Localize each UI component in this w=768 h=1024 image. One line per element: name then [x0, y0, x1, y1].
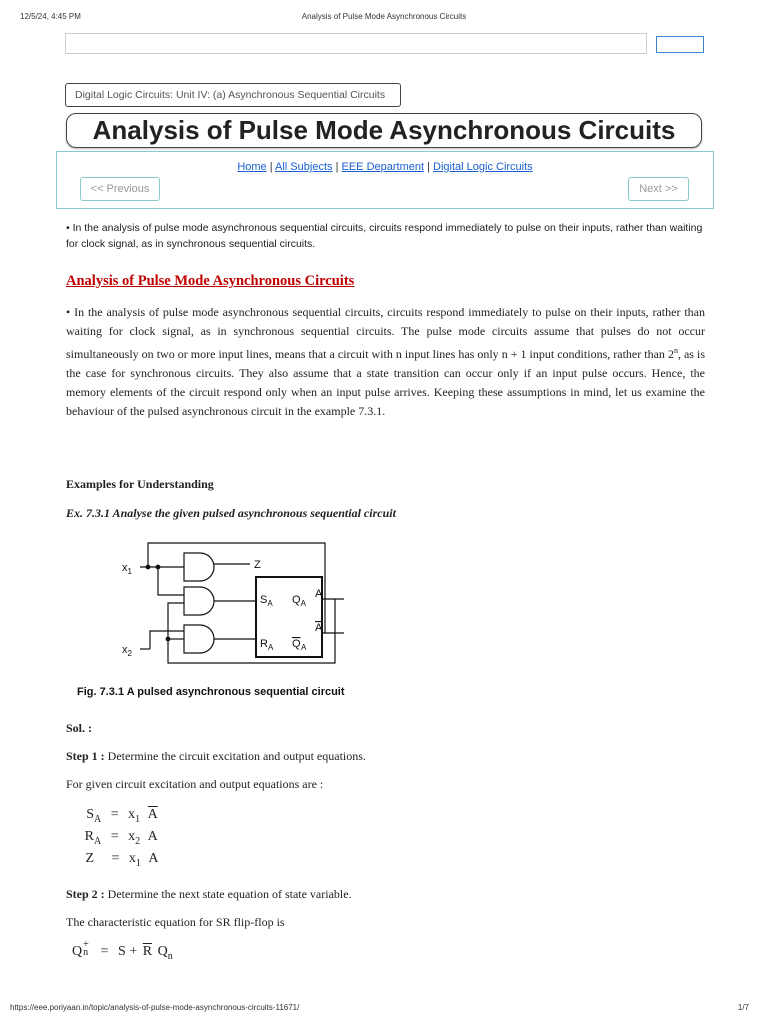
nav-separator: | — [424, 161, 434, 173]
eq-a-bar: $\overline{A}$ — [147, 807, 158, 822]
x2-label: x — [122, 644, 128, 656]
para-text-a: • In the analysis of pulse mode asynchronous sequential circuits, circuits respond immediately to pulse on their inputs, rather than waiting for clock signal, as in synchronous sequential circuits. The pulse mode circuits assume that pulses do not occur simultaneously on two or more input lines, means that a circuit with n input lines has only n + 1 input conditions, rather than 2 — [66, 305, 705, 361]
svg-text:x1 — [122, 562, 133, 576]
para-superscript: n — [673, 346, 678, 355]
breadcrumb[interactable]: Digital Logic Circuits: Unit IV: (a) Asynchronous Sequential Circuits — [65, 83, 401, 107]
svg-text:QA — [292, 594, 307, 608]
eq-x-sub: 1 — [135, 857, 141, 869]
eq-lhs: S — [86, 807, 94, 822]
output-a-label: A — [315, 588, 323, 600]
char-q: Q — [72, 944, 83, 959]
char-eq-intro: The characteristic equation for SR flip-flop is — [66, 915, 285, 929]
step1-label: Step 1 : — [66, 749, 105, 763]
svg-text:Q — [292, 638, 301, 650]
z-label: Z — [254, 559, 261, 571]
print-title: Analysis of Pulse Mode Asynchronous Circuits — [301, 12, 467, 21]
sa-subscript: A — [267, 599, 273, 608]
equation-ra — [76, 829, 158, 847]
char-s: S + — [118, 944, 138, 959]
footer-page-number: 1/7 — [737, 1003, 749, 1012]
ra-subscript: A — [267, 643, 274, 652]
svg-text:SA — [260, 594, 273, 608]
step1-text: Determine the circuit excitation and output equations. — [104, 749, 366, 763]
eq-x: x — [128, 851, 136, 866]
step1-line — [66, 749, 366, 764]
equation-sa — [76, 807, 158, 825]
characteristic-equation — [72, 939, 173, 962]
eq-lhs: R — [84, 829, 94, 844]
examples-heading: Examples for Understanding — [66, 477, 214, 491]
sol-label: Sol. : — [66, 721, 93, 735]
eq-a: A — [148, 851, 159, 866]
eq-sign: = — [110, 829, 119, 844]
qabar-label: Q — [292, 638, 301, 650]
ra-label: R — [260, 638, 268, 650]
print-datetime: 12/5/24, 4:45 PM — [20, 12, 81, 21]
eq-a: A — [147, 829, 158, 844]
char-eq-sign: = — [100, 944, 109, 959]
nav-separator: | — [266, 161, 276, 173]
next-button[interactable]: Next >> — [628, 177, 689, 201]
char-q2-sub: n — [167, 950, 173, 962]
nav-link-course[interactable]: Digital Logic Circuits — [433, 161, 533, 173]
footer-url: https://eee.poriyaan.in/topic/analysis-of-pulse-mode-asynchronous-circuits-11671/ — [10, 1003, 300, 1012]
eq-lhs-sub: A — [94, 813, 102, 825]
svg-text:RA — [260, 638, 274, 652]
nav-separator: | — [332, 161, 342, 173]
nav-link-department[interactable]: EEE Department — [341, 161, 425, 173]
nav-links — [56, 161, 714, 173]
sa-label: S — [260, 594, 268, 606]
step2-line — [66, 887, 352, 902]
eq-sign: = — [111, 851, 120, 866]
step2-label: Step 2 : — [66, 887, 105, 901]
search-input[interactable] — [65, 33, 647, 54]
page-title: Analysis of Pulse Mode Asynchronous Circuits — [66, 113, 702, 148]
section-title: Analysis of Pulse Mode Asynchronous Circuits — [66, 273, 355, 289]
eq-sign: = — [110, 807, 119, 822]
para-text-b: , as is the case for synchronous circuits. They also assume that a state transition can occur only if an input pulse occurs. Hence, the memory elements of the circuit respond only when an input pulse arrives. Keeping these assumptions in mind, let us examine the behaviour of the pulsed asynchronous circuit in the example 7.3.1. — [66, 347, 706, 418]
intro-text: • In the analysis of pulse mode asynchronous sequential circuits, circuits respond immediately to pulse on their inputs, rather than waiting for clock signal, as in synchronous sequential circuits. — [66, 222, 703, 250]
x1-subscript: 1 — [127, 567, 132, 576]
qa-subscript: A — [300, 599, 306, 608]
eq-x-sub: 2 — [135, 835, 141, 847]
char-q-sup: + — [83, 939, 89, 950]
eq-x: x — [128, 829, 136, 844]
x1-label: x — [122, 562, 128, 574]
eq-lhs: Z — [85, 851, 94, 866]
body-paragraph — [66, 303, 705, 421]
circuit-diagram — [110, 535, 350, 675]
equation-z — [76, 851, 159, 869]
example-title: Ex. 7.3.1 Analyse the given pulsed asynchronous sequential circuit — [66, 506, 396, 520]
char-q-sub: n — [83, 947, 89, 958]
figure-caption: Fig. 7.3.1 A pulsed asynchronous sequential circuit — [77, 686, 345, 698]
eq-lhs-sub: A — [94, 835, 102, 847]
search-button[interactable] — [656, 36, 704, 53]
nav-link-home[interactable]: Home — [237, 161, 267, 173]
eq-x: x — [128, 807, 136, 822]
output-abar-label: A — [315, 622, 323, 634]
previous-button[interactable]: << Previous — [80, 177, 160, 201]
eq-x-sub: 1 — [135, 813, 141, 825]
nav-link-all-subjects[interactable]: All Subjects — [275, 161, 333, 173]
char-r-bar: $\overline{R}$ — [142, 944, 153, 959]
qabar-subscript: A — [301, 643, 307, 652]
x2-subscript: 2 — [127, 649, 132, 658]
svg-text:x2 — [122, 644, 133, 658]
qa-label: Q — [292, 594, 301, 606]
step2-text: Determine the next state equation of state variable. — [104, 887, 352, 901]
char-q2: Q — [157, 944, 168, 959]
excitation-intro: For given circuit excitation and output equations are : — [66, 777, 324, 791]
